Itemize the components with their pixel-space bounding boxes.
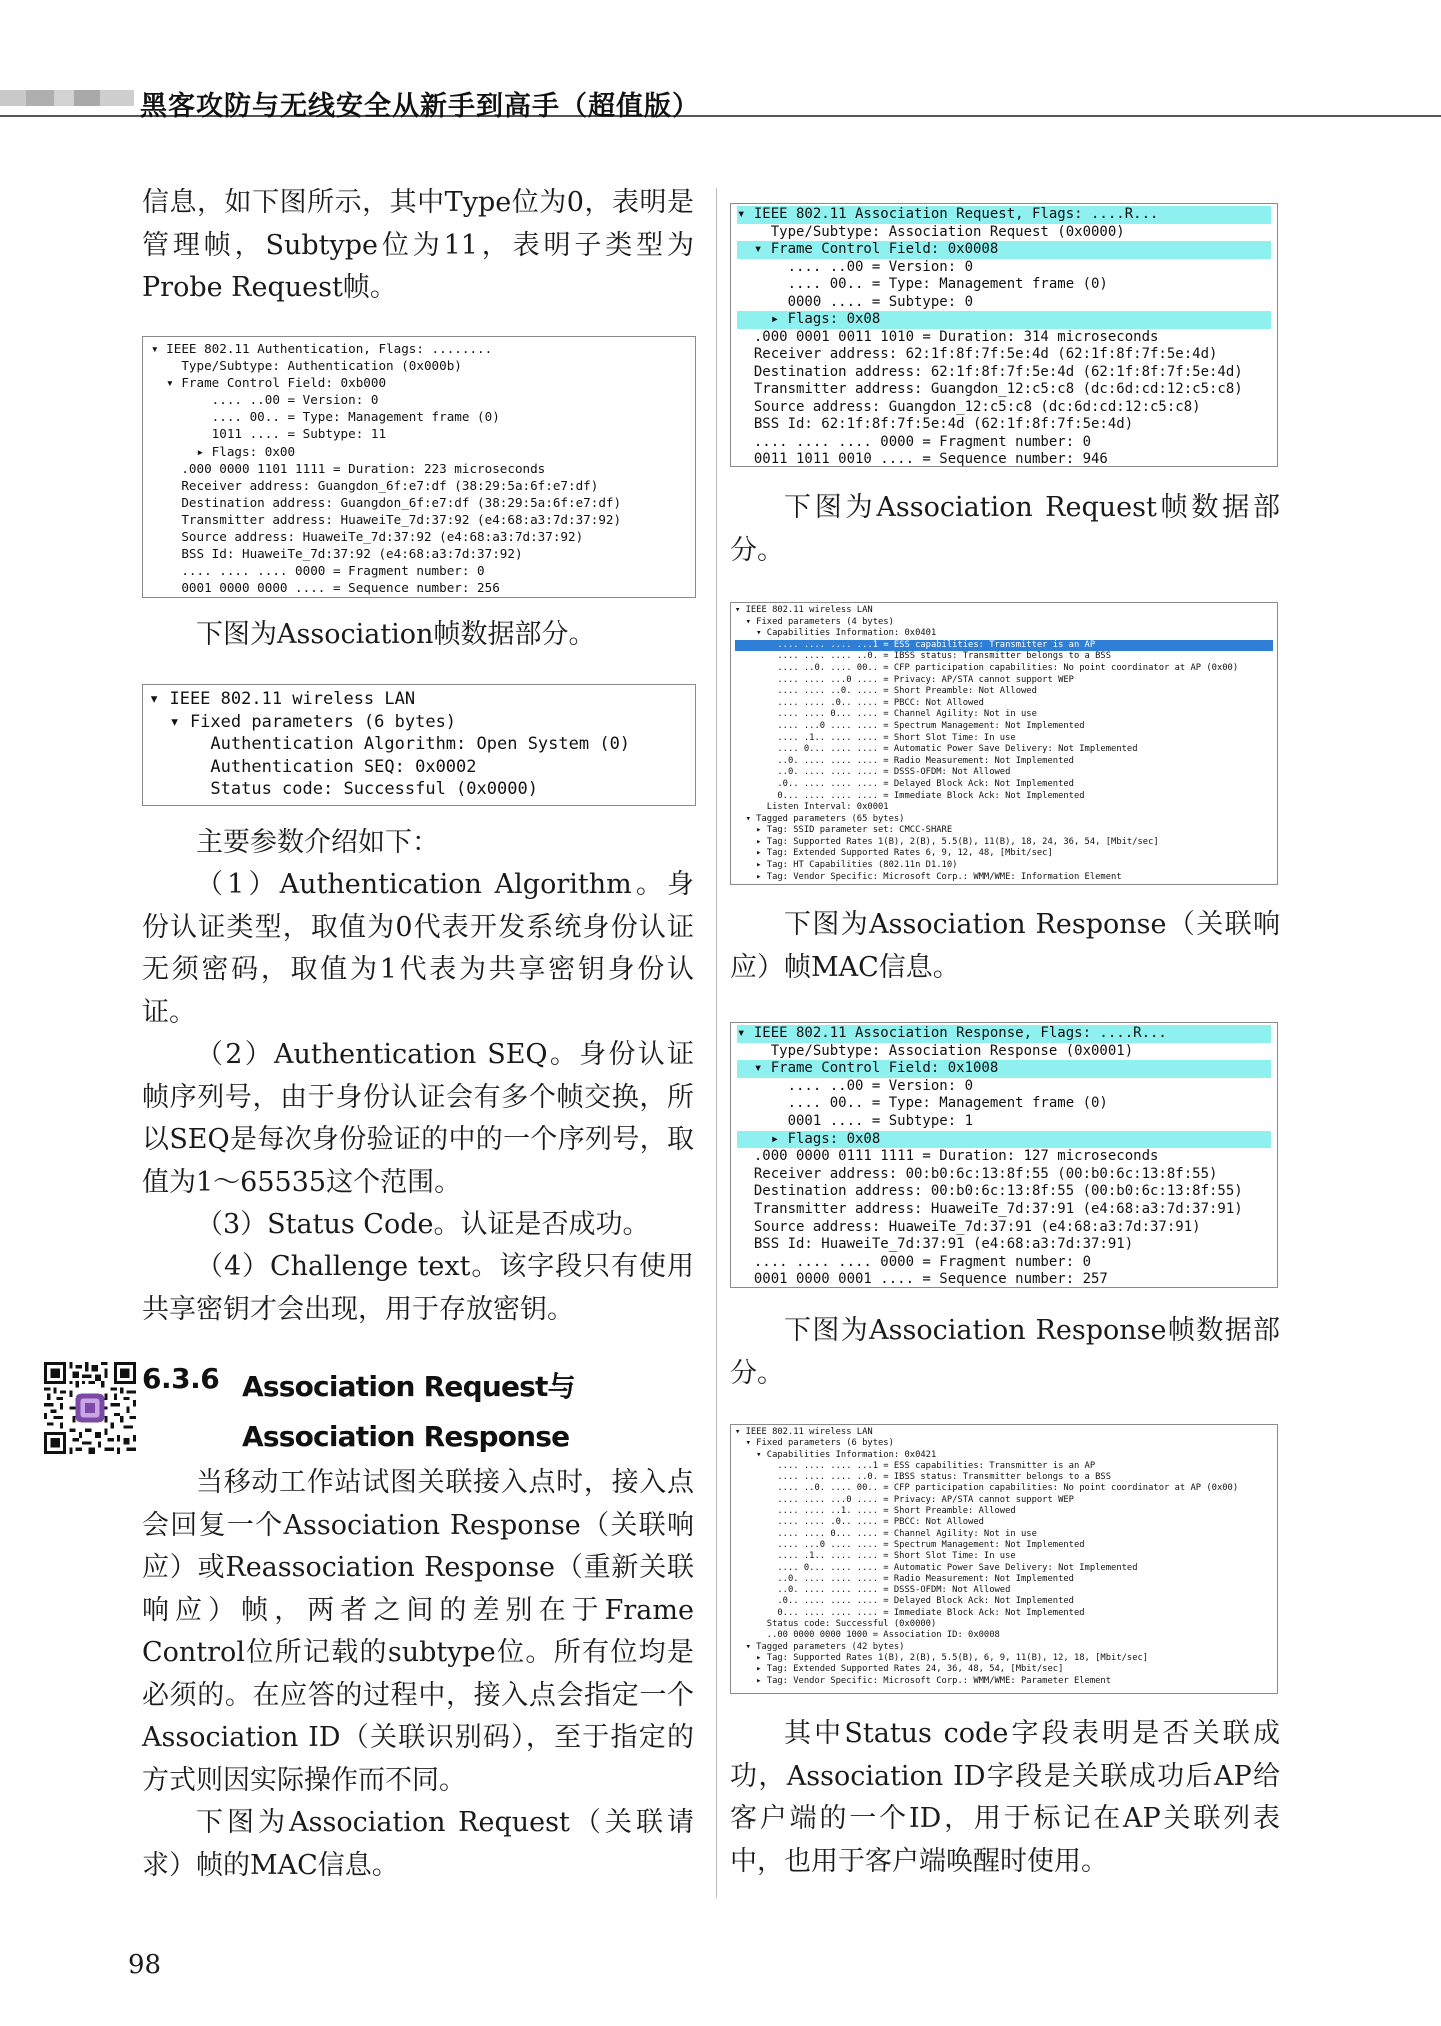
packet-line: ▾ IEEE 802.11 wireless LAN <box>735 1427 873 1437</box>
packet-line: ..0. .... .... .... = Radio Measurement: Not Implemented <box>735 755 1074 766</box>
packet-line: BSS Id: HuaweiTe_7d:37:92 (e4:68:a3:7d:37:92) <box>151 546 523 562</box>
packet-line: ▾ IEEE 802.11 Association Request, Flags: ....R... <box>737 206 1271 224</box>
packet-line: ▾ Fixed parameters (4 bytes) <box>735 616 894 627</box>
packet-line: .000 0001 0011 1010 = Duration: 314 microseconds <box>737 328 1159 345</box>
right-paragraph-1: 下图为Association Request帧数据部分。 <box>730 492 1280 566</box>
packet-line: Source address: HuaweiTe_7d:37:91 (e4:68:a3:7d:37:91) <box>737 1218 1201 1235</box>
packet-line: Destination address: 62:1f:8f:7f:5e:4d (62:1f:8f:7f:5e:4d) <box>737 363 1243 380</box>
packet-line: ▾ IEEE 802.11 wireless LAN <box>149 689 416 709</box>
packet-line: Authentication Algorithm: Open System (0) <box>149 734 631 754</box>
packet-line: Receiver address: 00:b0:6c:13:8f:55 (00:b0:6c:13:8f:55) <box>737 1165 1218 1182</box>
right-paragraph-4: 其中Status code字段表明是否关联成功，Association ID字段是关联成功后AP给客户端的一个ID，用于标记在AP关联列表中，也用于客户端唤醒时使用。 <box>730 1718 1280 1877</box>
packet-line: BSS Id: HuaweiTe_7d:37:91 (e4:68:a3:7d:37:91) <box>737 1236 1134 1253</box>
packet-line: BSS Id: 62:1f:8f:7f:5e:4d (62:1f:8f:7f:5e:4d) <box>737 416 1134 432</box>
packet-line: ▾ IEEE 802.11 wireless LAN <box>735 605 873 615</box>
packet-line: ..0. .... .... .... = DSSS-OFDM: Not Allowed <box>735 767 1011 778</box>
packet-line: .000 0000 0111 1111 = Duration: 127 microseconds <box>737 1148 1159 1165</box>
packet-line: .... 00.. = Type: Management frame (0) <box>737 1095 1108 1112</box>
section-title-line-2: Association Response <box>242 1420 570 1453</box>
left-paragraph-4: （1）Authentication Algorithm。身份认证类型，取值为0代表开发系统身份认证无须密码，取值为1代表为共享密钥身份认证。 <box>142 869 694 1028</box>
packet-line: Destination address: Guangdon_6f:e7:df (38:29:5a:6f:e7:df) <box>151 494 622 510</box>
running-header-title: 黑客攻防与无线安全从新手到高手（超值版） <box>140 91 700 122</box>
packet-line: .0.. .... .... .... = Delayed Block Ack: Not Implemented <box>735 778 1074 789</box>
packet-line: .... .1.. .... .... = Short Slot Time: In use <box>735 732 1016 743</box>
header-decoration-bars <box>0 90 134 106</box>
packet-line: ▸ Tag: Vendor Specific: Microsoft Corp.: WMM/WME: Information Element <box>735 871 1122 882</box>
packet-line: .000 0000 1101 1111 = Duration: 223 microseconds <box>151 460 546 476</box>
packet-line: ▸ Tag: Vendor Specific: Microsoft Corp.: WMM/WME: Parameter Element <box>735 1675 1112 1686</box>
section-number: 6.3.6 <box>142 1362 220 1395</box>
packet-assoc-response-mac <box>730 1022 1278 1288</box>
packet-line: .... .... .... ..0. = IBSS status: Transmitter belongs to a BSS <box>735 651 1112 662</box>
packet-line: .... .... .... 0000 = Fragment number: 0 <box>737 1253 1092 1270</box>
packet-line: 0... .... .... .... = Immediate Block Ack: Not Implemented <box>735 790 1085 801</box>
packet-line: ▾ Capabilities Information: 0x0421 <box>735 1449 937 1460</box>
packet-line: Transmitter address: Guangdon_12:c5:c8 (dc:6d:cd:12:c5:c8) <box>737 381 1243 397</box>
qr-code-icon <box>44 1362 136 1454</box>
packet-line: ▾ IEEE 802.11 Authentication, Flags: ........ <box>151 341 493 356</box>
packet-line: ▸ Flags: 0x00 <box>151 443 296 459</box>
packet-line: 0001 0000 0001 .... = Sequence number: 257 <box>737 1271 1108 1288</box>
packet-line: .... 00.. = Type: Management frame (0) <box>737 276 1108 292</box>
packet-line: ▾ Capabilities Information: 0x0401 <box>735 628 937 639</box>
packet-line: ▸ Tag: SSID parameter set: CMCC-SHARE <box>735 825 953 836</box>
packet-auth-mac <box>142 336 696 598</box>
packet-line: .... ..00 = Version: 0 <box>737 1077 974 1094</box>
packet-line: 0001 .... = Subtype: 1 <box>737 1112 974 1129</box>
packet-line: ▸ Tag: Extended Supported Rates 6, 9, 12, 48, [Mbit/sec] <box>735 848 1053 859</box>
packet-line: .... .... .... ...1 = ESS capabilities: Transmitter is an AP <box>735 1460 1096 1471</box>
packet-line: .... .... 0... .... = Channel Agility: Not in use <box>735 709 1037 720</box>
right-paragraph-3: 下图为Association Response帧数据部分。 <box>730 1315 1280 1389</box>
packet-line: .... ...0 .... .... = Spectrum Management: Not Implemented <box>735 720 1085 731</box>
section-title <box>242 1362 575 1462</box>
packet-line: ▸ Flags: 0x08 <box>737 1131 1271 1149</box>
left-paragraph-2: 下图为Association帧数据部分。 <box>196 619 596 650</box>
packet-line: ▸ Tag: HT Capabilities (802.11n D1.10) <box>735 860 958 871</box>
packet-line: Source address: HuaweiTe_7d:37:92 (e4:68:a3:7d:37:92) <box>151 529 584 545</box>
column-divider <box>716 188 717 1898</box>
packet-auth-data <box>142 684 696 806</box>
packet-line: .... ..00 = Version: 0 <box>151 392 379 408</box>
packet-line: Destination address: 00:b0:6c:13:8f:55 (00:b0:6c:13:8f:55) <box>737 1183 1243 1200</box>
packet-line: .... ..0. .... 00.. = CFP participation capabilities: No point coordinator at AP (0x00) <box>735 1483 1239 1494</box>
packet-line: 0011 1011 0010 .... = Sequence number: 946 <box>737 451 1108 467</box>
packet-line: Listen Interval: 0x0001 <box>735 802 889 813</box>
packet-line: Source address: Guangdon_12:c5:c8 (dc:6d:cd:12:c5:c8) <box>737 398 1201 415</box>
packet-line: .... .... ..0. .... = Short Preamble: Not Allowed <box>735 686 1037 697</box>
packet-line: Receiver address: Guangdon_6f:e7:df (38:29:5a:6f:e7:df) <box>151 477 599 493</box>
packet-line: ..00 0000 0000 1000 = Association ID: 0x0008 <box>735 1630 1000 1641</box>
packet-line: .... .... .... 0000 = Fragment number: 0 <box>737 433 1092 450</box>
packet-assoc-response-data <box>730 1424 1278 1694</box>
packet-line: .... .... .0.. .... = PBCC: Not Allowed <box>735 697 984 708</box>
packet-line: Receiver address: 62:1f:8f:7f:5e:4d (62:1f:8f:7f:5e:4d) <box>737 346 1218 362</box>
left-paragraph-9: 下图为Association Request（关联请求）帧的MAC信息。 <box>142 1807 694 1881</box>
packet-line: ▾ Frame Control Field: 0x0008 <box>737 241 1271 259</box>
packet-line: ▸ Tag: Supported Rates 1(B), 2(B), 5.5(B), 6, 9, 11(B), 12, 18, [Mbit/sec] <box>735 1652 1149 1663</box>
section-title-line-1: Association Request与 <box>242 1370 575 1403</box>
packet-line: ▾ Tagged parameters (42 bytes) <box>735 1641 905 1652</box>
packet-line: .0.. .... .... .... = Delayed Block Ack: Not Implemented <box>735 1596 1074 1607</box>
packet-line: 0001 0000 0000 .... = Sequence number: 256 <box>151 580 500 596</box>
packet-line: ▾ Fixed parameters (6 bytes) <box>735 1438 894 1449</box>
packet-line: .... .... 0... .... = Channel Agility: Not in use <box>735 1528 1037 1539</box>
right-paragraph-2: 下图为Association Response（关联响应）帧MAC信息。 <box>730 909 1280 983</box>
left-paragraph-6: （3）Status Code。认证是否成功。 <box>196 1209 650 1240</box>
packet-assoc-request-data <box>730 602 1278 885</box>
packet-line: ▾ Frame Control Field: 0x1008 <box>737 1060 1271 1078</box>
packet-line: .... 0... .... .... = Automatic Power Save Delivery: Not Implemented <box>735 744 1138 755</box>
packet-line: 0000 .... = Subtype: 0 <box>737 293 974 310</box>
packet-line: Status code: Successful (0x0000) <box>149 779 538 799</box>
packet-line: ▾ Fixed parameters (6 bytes) <box>149 711 457 732</box>
packet-line: .... .... ...0 .... = Privacy: AP/STA cannot support WEP <box>735 1494 1074 1505</box>
left-paragraph-1: 信息，如下图所示，其中Type位为0，表明是管理帧，Subtype位为11，表明子类型为Probe Request帧。 <box>142 187 694 303</box>
packet-line: ▾ Tagged parameters (65 bytes) <box>735 813 905 824</box>
packet-line: ..0. .... .... .... = DSSS-OFDM: Not Allowed <box>735 1585 1011 1596</box>
packet-line: ▸ Flags: 0x08 <box>737 311 1271 329</box>
packet-line: ▾ Frame Control Field: 0xb000 <box>151 375 387 391</box>
packet-line: 0... .... .... .... = Immediate Block Ack: Not Implemented <box>735 1607 1085 1618</box>
left-paragraph-7: （4）Challenge text。该字段只有使用共享密钥才会出现，用于存放密钥。 <box>142 1251 694 1325</box>
packet-line: ▸ Tag: Supported Rates 1(B), 2(B), 5.5(B), 11(B), 18, 24, 36, 54, [Mbit/sec] <box>735 836 1159 847</box>
packet-line: ..0. .... .... .... = Radio Measurement: Not Implemented <box>735 1573 1074 1584</box>
packet-line: Transmitter address: HuaweiTe_7d:37:92 (e4:68:a3:7d:37:92) <box>151 511 622 527</box>
packet-line: .... .... .... ..0. = IBSS status: Transmitter belongs to a BSS <box>735 1472 1112 1483</box>
packet-line: .... ..0. .... 00.. = CFP participation capabilities: No point coordinator at AP (0x00) <box>735 662 1239 673</box>
packet-line: Type/Subtype: Association Response (0x0001) <box>737 1042 1134 1059</box>
packet-line: .... .1.. .... .... = Short Slot Time: In use <box>735 1551 1016 1562</box>
page-number: 98 <box>128 1950 162 1980</box>
packet-line: ▾ IEEE 802.11 Association Response, Flags: ....R... <box>737 1025 1271 1043</box>
packet-line: Transmitter address: HuaweiTe_7d:37:91 (e4:68:a3:7d:37:91) <box>737 1200 1243 1217</box>
packet-line: 1011 .... = Subtype: 11 <box>151 426 387 442</box>
packet-assoc-request-mac <box>730 203 1278 467</box>
packet-line: Type/Subtype: Authentication (0x000b) <box>151 358 462 374</box>
packet-line: .... 00.. = Type: Management frame (0) <box>151 409 500 425</box>
packet-line: .... .... ...0 .... = Privacy: AP/STA cannot support WEP <box>735 674 1074 685</box>
left-paragraph-8: 当移动工作站试图关联接入点时，接入点会回复一个Association Response（关联响应）或Reassociation Response（重新关联响应）帧，两者之间的差别在于Frame Control位所记载的subtype位。所有位均是必须的。在应答的过程中，接入点会指定一个Association ID（关联识别码），至于指定的方式则因实际操作而不同。 <box>142 1467 694 1796</box>
packet-line: .... 0... .... .... = Automatic Power Save Delivery: Not Implemented <box>735 1562 1138 1573</box>
packet-line: .... .... .... 0000 = Fragment number: 0 <box>151 563 485 579</box>
packet-line: Status code: Successful (0x0000) <box>735 1619 937 1630</box>
packet-line: .... .... .... ...1 = ESS capabilities: Transmitter is an AP <box>735 640 1273 652</box>
packet-line: Type/Subtype: Association Request (0x0000) <box>737 223 1125 240</box>
packet-line: .... ..00 = Version: 0 <box>737 258 974 275</box>
packet-line: ▸ Tag: Extended Supported Rates 24, 36, 48, 54, [Mbit/sec] <box>735 1664 1064 1675</box>
packet-line: .... .... .0.. .... = PBCC: Not Allowed <box>735 1517 984 1528</box>
packet-line: .... ...0 .... .... = Spectrum Management: Not Implemented <box>735 1539 1085 1550</box>
packet-line: .... .... ..1. .... = Short Preamble: Allowed <box>735 1506 1016 1517</box>
left-paragraph-5: （2）Authentication SEQ。身份认证帧序列号，由于身份认证会有多个帧交换，所以SEQ是每次身份验证的中的一个序列号，取值为1～65535这个范围。 <box>142 1039 694 1198</box>
packet-line: Authentication SEQ: 0x0002 <box>149 756 477 777</box>
left-paragraph-3: 主要参数介绍如下： <box>196 827 439 858</box>
